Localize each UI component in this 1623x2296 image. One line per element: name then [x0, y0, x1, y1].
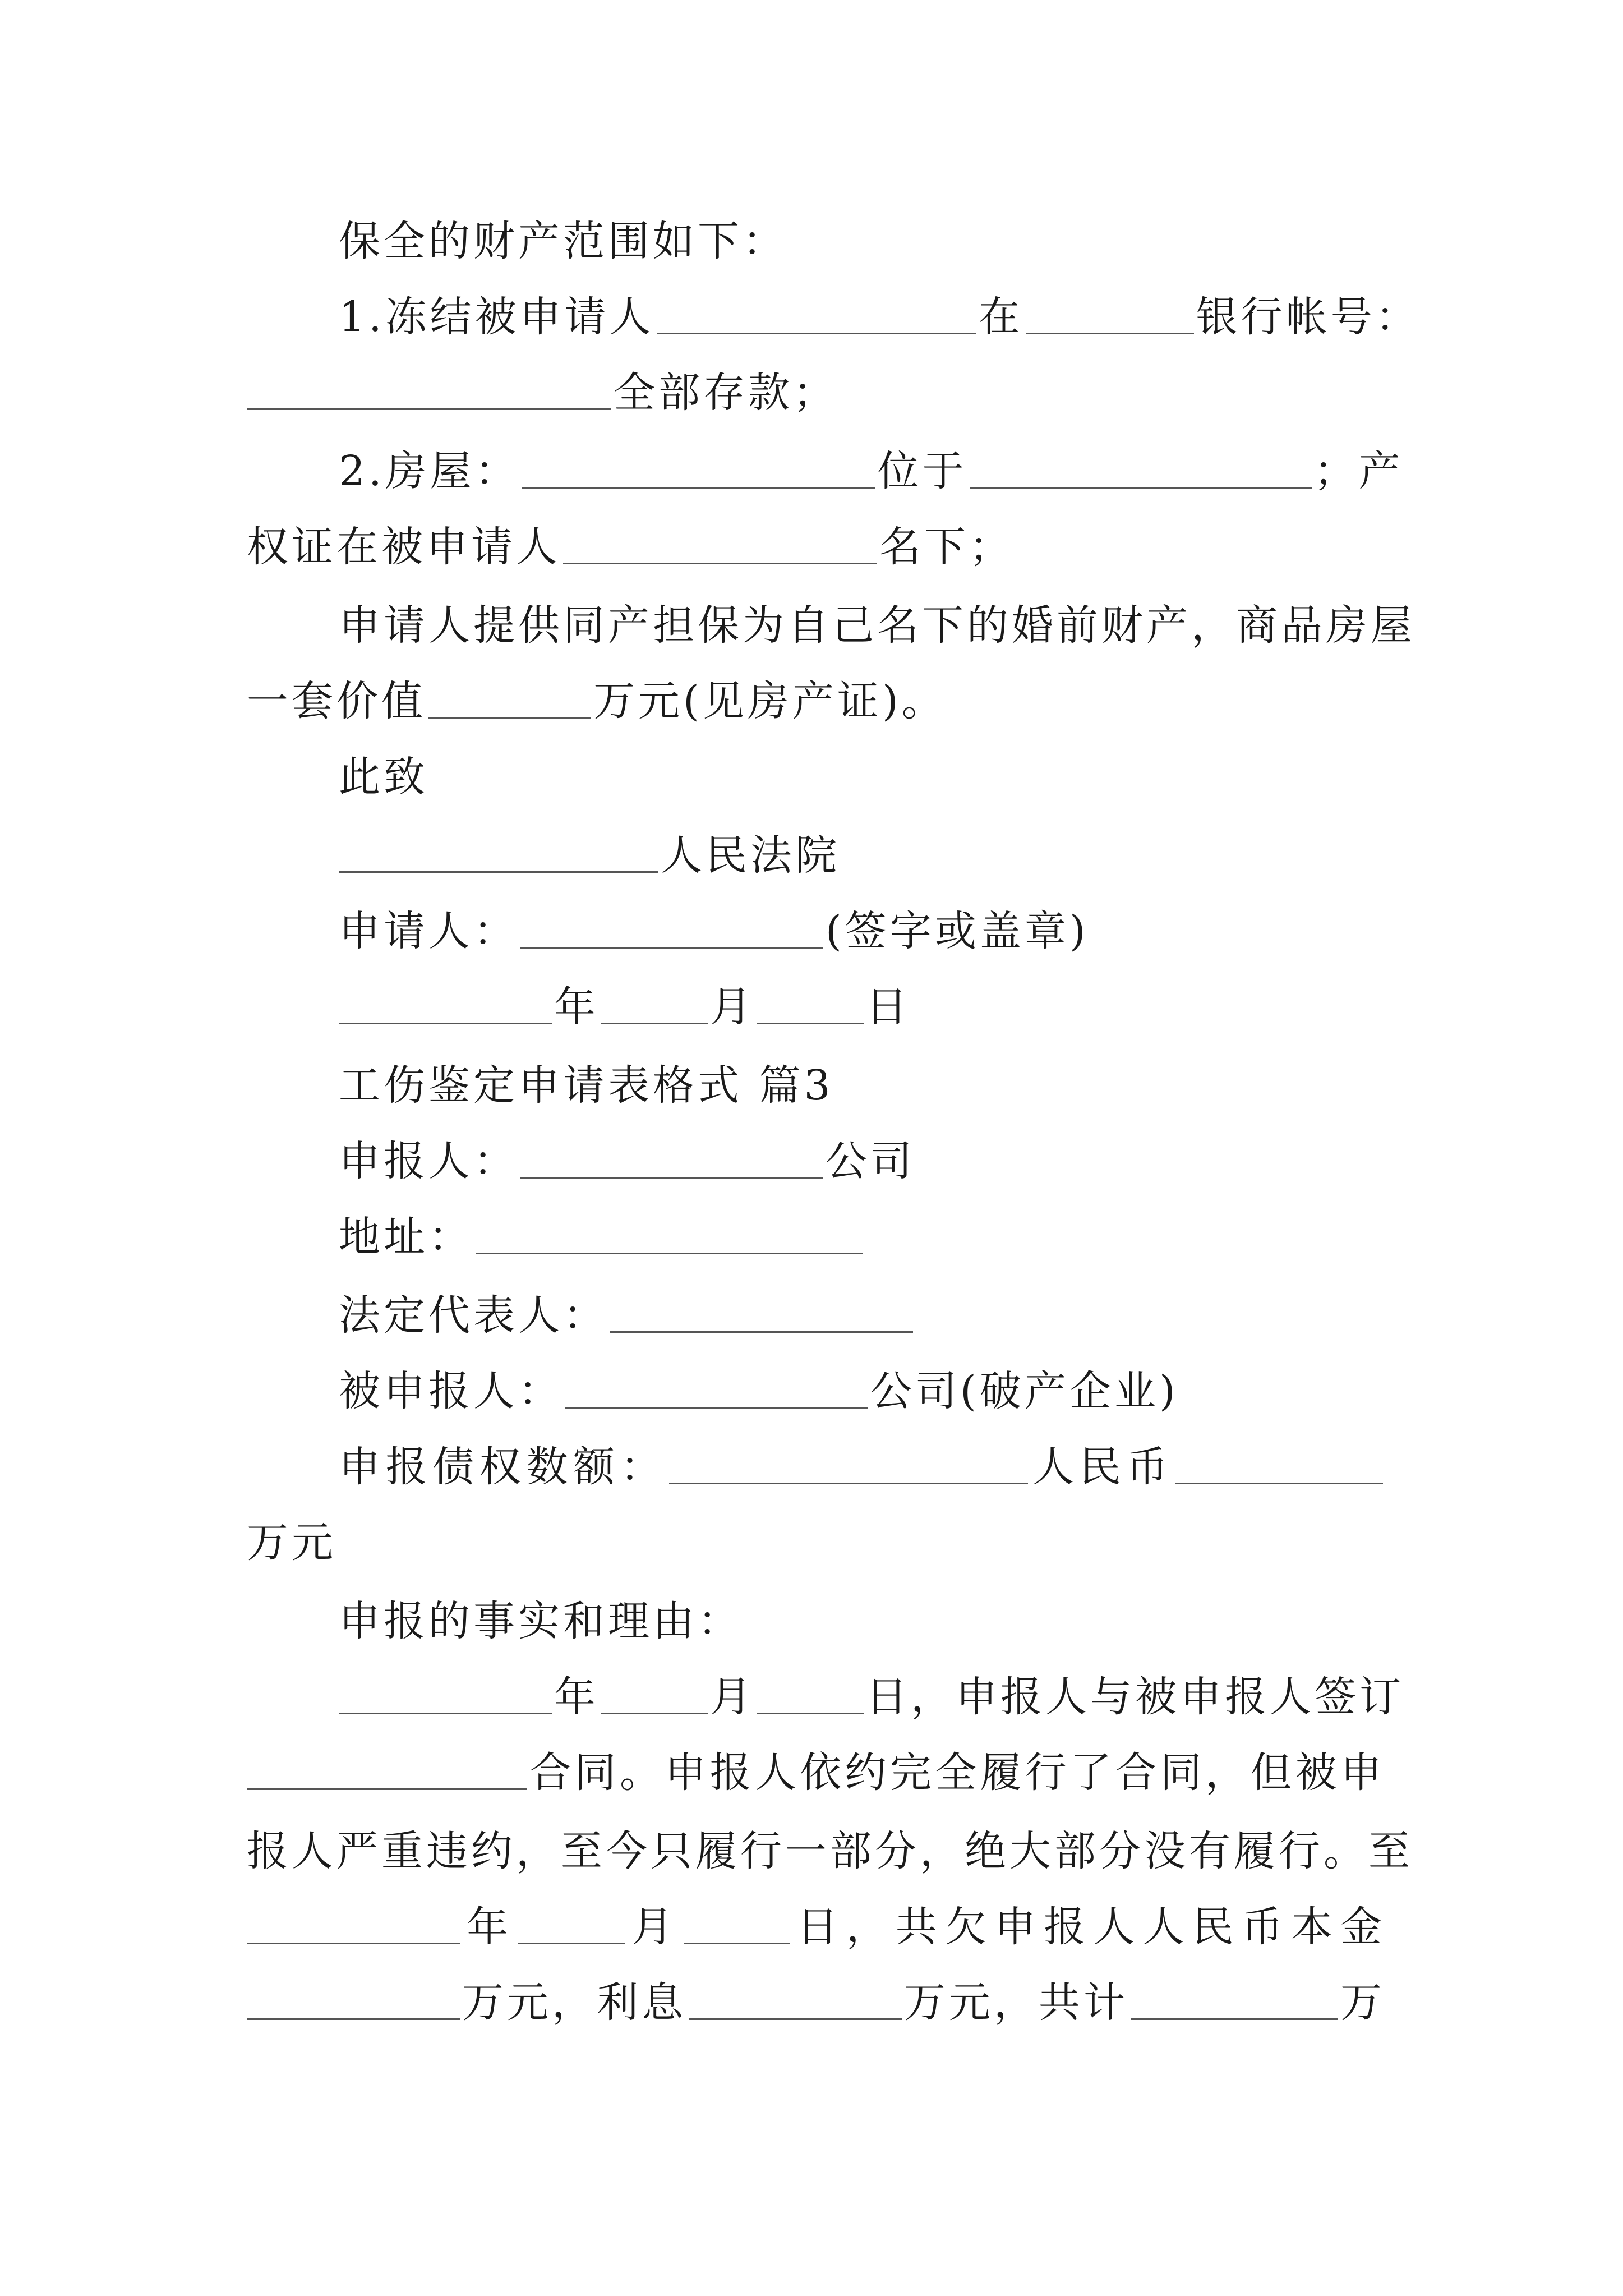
applicant-sign-note: (签字或盖章): [826, 907, 1089, 955]
guarantee-line-1: [339, 597, 1415, 654]
guarantee-line-2: [247, 673, 1385, 729]
court-name-blank: [339, 836, 658, 873]
scope-heading: [339, 213, 1385, 269]
guarantee-line-2-prefix: 一套价值: [247, 677, 426, 725]
salutation-text: 此致: [339, 753, 428, 801]
interest-label: 万元，共计: [904, 1978, 1128, 2027]
claim-line-1: [339, 1439, 1385, 1495]
facts-month-blank: [601, 1678, 708, 1714]
respondent-tail: 公司(破产企业): [870, 1367, 1179, 1415]
bank-name-blank: [1026, 298, 1194, 334]
court-line: [339, 827, 1385, 884]
address-blank: [476, 1218, 863, 1254]
claim-line-2: [247, 1515, 1385, 1571]
principal-label: 万元，利息: [462, 1978, 686, 2027]
item-1-line-1: [339, 289, 1421, 345]
respondent-line: [339, 1363, 1385, 1419]
scope-heading-text: 保全的财产范围如下：: [339, 217, 787, 265]
salutation: [339, 749, 1385, 805]
facts-line-1: [339, 1669, 1404, 1725]
facts-line-3: [247, 1823, 1413, 1879]
item-2-semi: ；产: [1313, 447, 1404, 495]
owner-name-blank: [563, 528, 877, 564]
item-1-prefix: 1.冻结被申请人: [339, 293, 654, 341]
house-blank: [522, 452, 875, 489]
item-1-tail: 全部存款；: [614, 369, 838, 417]
applicant-line: [339, 903, 1385, 959]
declarant-blank: [520, 1142, 823, 1179]
facts-line-5: [247, 1975, 1385, 2031]
item-2-prefix: 2.房屋：: [339, 447, 520, 495]
year-blank: [339, 988, 552, 1024]
item-1-line-2: [247, 365, 1385, 421]
total-blank: [1131, 1984, 1338, 2020]
facts-year-label: 年: [554, 1673, 599, 1721]
day-blank: [757, 988, 864, 1024]
facts-line-4-tail: 日，共欠申报人人民币本金: [792, 1903, 1385, 1951]
company-label: 公司: [826, 1137, 915, 1185]
arrears-year-blank: [247, 1908, 460, 1944]
year-label: 年: [554, 983, 599, 1031]
court-label: 人民法院: [661, 831, 840, 880]
facts-line-3-text: 报人严重违约，至今只履行一部分，绝大部分没有履行。至: [247, 1827, 1413, 1875]
claim-rmb-label: 人民币: [1030, 1443, 1174, 1491]
claim-rmb-blank: [1175, 1448, 1383, 1484]
applicant-blank: [520, 912, 823, 949]
arrears-month-blank: [518, 1908, 625, 1944]
facts-month-label: 月: [710, 1673, 755, 1721]
item-1-mid: 在: [978, 293, 1023, 341]
month-blank: [601, 988, 708, 1024]
declarant-label: 申报人：: [339, 1137, 518, 1185]
value-blank: [428, 682, 591, 719]
legal-rep-label: 法定代表人：: [339, 1291, 608, 1340]
facts-line-4: [247, 1899, 1385, 1955]
arrears-month-label: 月: [627, 1903, 681, 1951]
item-2-line-2-prefix: 权证在被申请人: [247, 523, 561, 571]
facts-heading-text: 申报的事实和理由：: [339, 1597, 743, 1645]
facts-line-2-tail: 合同。申报人依约完全履行了合同，但被申: [529, 1749, 1385, 1797]
guarantee-line-2-tail: 万元(见房产证)。: [593, 677, 947, 725]
guarantee-line-1-text: 申请人提供同产担保为自己名下的婚前财产，商品房屋: [339, 601, 1415, 650]
respondent-label: 被申报人：: [339, 1367, 563, 1415]
interest-blank: [689, 1984, 902, 2020]
arrears-day-blank: [684, 1908, 790, 1944]
section-title: [339, 1057, 1385, 1114]
declarant-line: [339, 1133, 1385, 1189]
item-2-line-1: [339, 443, 1404, 499]
claim-label: 申报债权数额：: [339, 1443, 667, 1491]
month-label: 月: [710, 983, 755, 1031]
item-1-bank: 银行帐号：: [1196, 293, 1421, 341]
item-2-line-2-tail: 名下；: [879, 523, 1014, 571]
address-label: 地址：: [339, 1213, 473, 1261]
facts-heading: [339, 1593, 1385, 1649]
principal-blank: [247, 1984, 460, 2020]
house-location-blank: [970, 452, 1312, 489]
item-2-location-label: 位于: [877, 447, 967, 495]
facts-line-1-tail: 日，申报人与被申报人签订: [866, 1673, 1404, 1721]
item-2-line-2: [247, 519, 1385, 575]
legal-rep-blank: [610, 1296, 913, 1333]
facts-line-2: [247, 1745, 1385, 1801]
total-unit: 万: [1340, 1978, 1385, 2027]
date-line-1: [339, 979, 1385, 1035]
facts-year-blank: [339, 1678, 552, 1714]
claim-unit: 万元: [247, 1519, 336, 1567]
day-label: 日: [866, 983, 911, 1031]
respondent-name-blank: [657, 298, 976, 334]
claim-amount-blank: [669, 1448, 1028, 1484]
contract-name-blank: [247, 1754, 527, 1790]
arrears-year-label: 年: [462, 1903, 517, 1951]
account-number-blank: [247, 374, 611, 410]
section-title-text: 工伤鉴定申请表格式 篇3: [339, 1061, 834, 1110]
facts-day-blank: [757, 1678, 864, 1714]
applicant-label: 申请人：: [339, 907, 518, 955]
legal-rep-line: [339, 1287, 1385, 1343]
respondent-blank: [565, 1372, 868, 1409]
address-line: [339, 1209, 1385, 1265]
